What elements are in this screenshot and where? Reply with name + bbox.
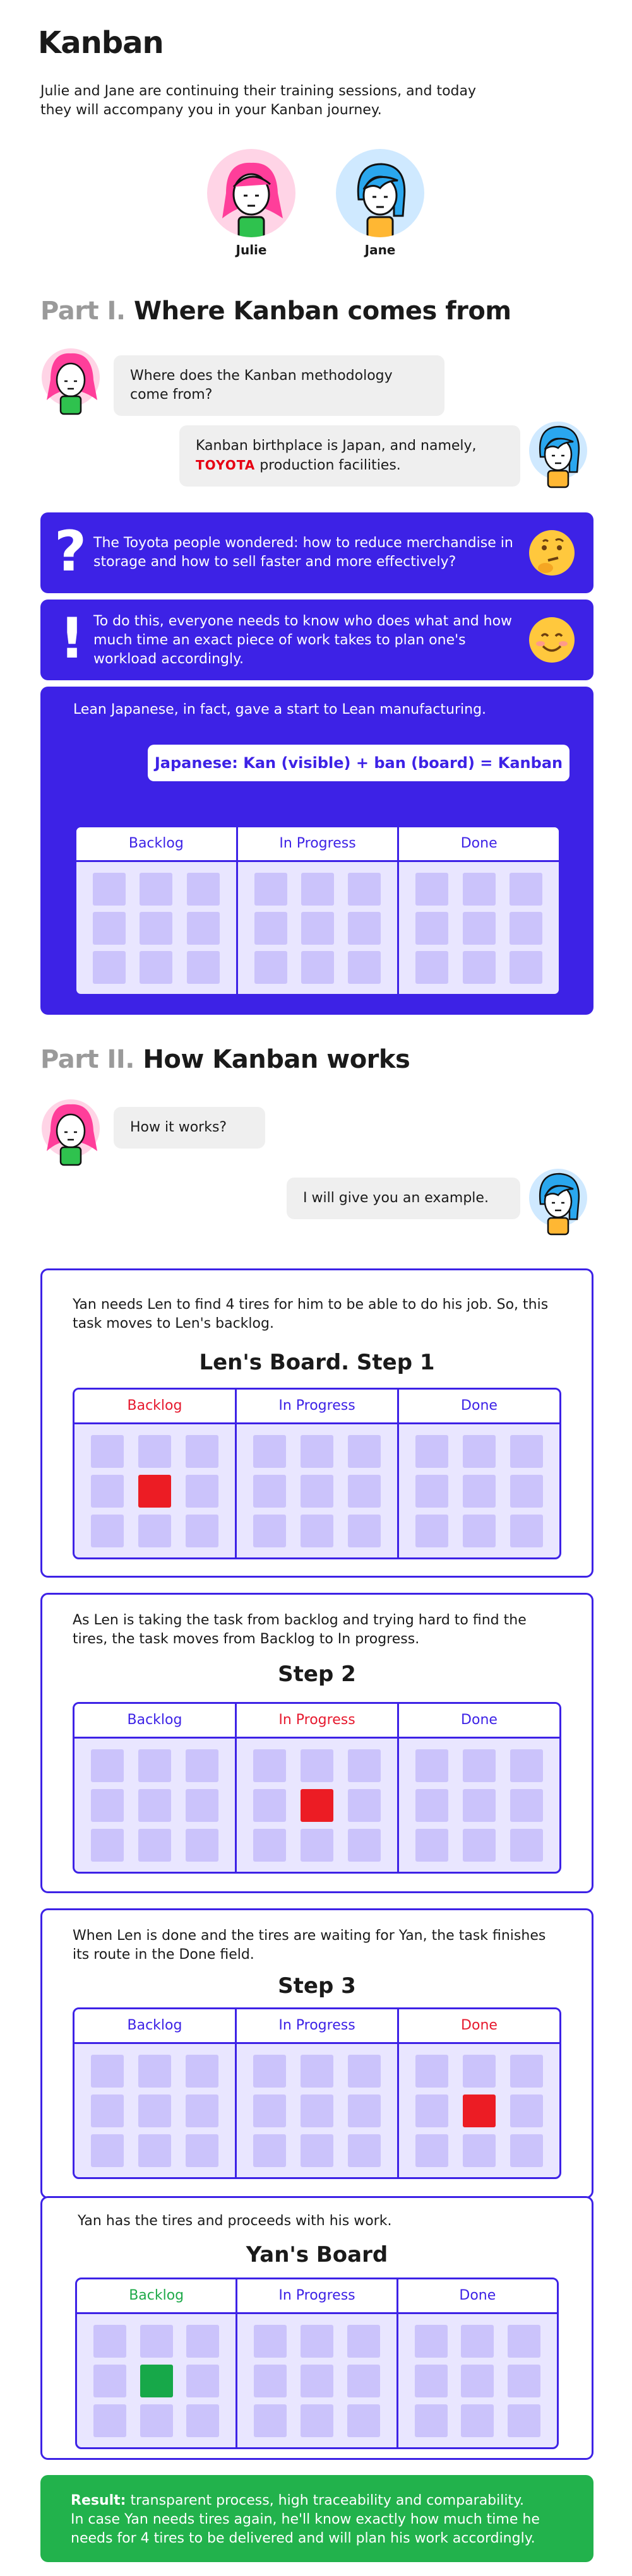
sticky-note	[415, 2325, 448, 2358]
sticky-note	[415, 1829, 448, 1862]
sticky-note	[415, 951, 448, 984]
sticky-note	[91, 1829, 124, 1862]
sticky-note	[140, 2325, 173, 2358]
answer-panel-text: To do this, everyone needs to know who does what and how much time an exact piece of work takes to plan one's workload accordingly.	[93, 613, 513, 667]
board-column	[398, 2279, 557, 2447]
sticky-note	[508, 2365, 540, 2397]
sticky-note	[510, 2055, 543, 2088]
julie-small-avatar	[39, 1097, 102, 1166]
step2-board	[73, 1702, 561, 1874]
task-card	[301, 1789, 333, 1822]
column-header: Backlog	[77, 2279, 236, 2314]
sticky-note	[463, 2055, 496, 2088]
sticky-note	[254, 2325, 287, 2358]
intro-text: Julie and Jane are continuing their training sessions, and today they will accompany you in your Kanban journey.	[40, 83, 477, 118]
sticky-note	[186, 2365, 219, 2397]
step1-title: Len's Board. Step 1	[199, 1350, 435, 1375]
column-header: In Progress	[237, 1390, 397, 1424]
task-card	[463, 2094, 496, 2127]
step2-text: As Len is taking the task from backlog and trying hard to find the tires, the task moves from Backlog to In progress.	[73, 1612, 527, 1647]
sticky-note	[253, 1435, 286, 1468]
board-column	[76, 827, 238, 994]
sticky-note	[138, 1829, 171, 1862]
sticky-note	[415, 1475, 448, 1508]
sticky-note	[301, 2325, 333, 2358]
part2-title: How Kanban works	[143, 1045, 410, 1074]
julie-question-bubble: Where does the Kanban methodology come from?	[114, 355, 444, 416]
sticky-note	[93, 2404, 126, 2437]
sticky-note	[348, 1789, 381, 1822]
sticky-note	[254, 2404, 287, 2437]
sticky-note	[93, 951, 126, 984]
sticky-note	[508, 2325, 540, 2358]
sticky-note	[463, 1749, 496, 1782]
sticky-grid	[89, 873, 224, 984]
column-header: In Progress	[237, 2279, 396, 2314]
sticky-note	[348, 873, 381, 906]
jane-answer-bubble: I will give you an example.	[287, 1178, 520, 1219]
sticky-note	[138, 2094, 171, 2127]
sticky-note	[253, 2094, 286, 2127]
step1-text: Yan needs Len to find 4 tires for him to be able to do his job. So, this task moves to Len's backlog.	[73, 1297, 549, 1332]
sticky-grid	[249, 1435, 385, 1547]
step2-title: Step 2	[278, 1662, 356, 1687]
sticky-note	[301, 1515, 333, 1547]
sticky-note	[463, 1515, 496, 1547]
sticky-note	[510, 951, 542, 984]
sticky-note	[301, 1829, 333, 1862]
sticky-note	[254, 2365, 287, 2397]
board-column	[75, 2009, 237, 2177]
column-header: Backlog	[75, 1704, 235, 1739]
step1-card	[40, 1268, 593, 1578]
smiling-face-icon	[527, 615, 577, 665]
sticky-note	[508, 2404, 540, 2437]
answer-prefix: Kanban birthplace is Japan, and namely,	[196, 438, 477, 454]
julie-small-avatar	[39, 346, 102, 415]
column-header: Backlog	[75, 2009, 235, 2044]
column-header: Done	[399, 1390, 559, 1424]
sticky-note	[301, 1749, 333, 1782]
sticky-note	[140, 2404, 173, 2437]
sticky-note	[301, 873, 334, 906]
exclamation-icon: !	[59, 606, 85, 671]
sticky-note	[93, 912, 126, 945]
sticky-note	[253, 1749, 286, 1782]
sticky-note	[348, 951, 381, 984]
sticky-note	[186, 1435, 218, 1468]
board-column	[399, 827, 559, 994]
sticky-note	[138, 1749, 171, 1782]
sticky-note	[91, 2094, 124, 2127]
sticky-grid	[90, 2325, 223, 2437]
sticky-note	[510, 2094, 543, 2127]
board-column	[75, 1390, 237, 1557]
sticky-note	[138, 1515, 171, 1547]
sticky-grid	[251, 873, 385, 984]
sticky-note	[253, 2055, 286, 2088]
result-line2: In case Yan needs tires again, he'll know exactly how much time he needs for 4 tires to be delivered and will plan his work accordingly.	[71, 2512, 540, 2546]
board-column	[399, 1390, 559, 1557]
sticky-note	[415, 1435, 448, 1468]
sticky-note	[348, 2094, 381, 2127]
jane-answer-bubble	[179, 425, 520, 487]
result-line1: transparent process, high traceability and comparability.	[130, 2493, 524, 2508]
step3-card	[40, 1908, 593, 2199]
column-header: In Progress	[237, 2009, 397, 2044]
sticky-grid	[87, 2055, 222, 2167]
step1-board	[73, 1388, 561, 1559]
sticky-note	[348, 1435, 381, 1468]
intro-kanban-board	[75, 825, 561, 996]
jane-small-avatar	[527, 419, 590, 488]
sticky-note	[415, 2404, 448, 2437]
yan-text: Yan has the tires and proceeds with his work.	[78, 2213, 392, 2229]
sticky-note	[186, 2134, 218, 2167]
sticky-note	[253, 2134, 286, 2167]
jane-small-avatar	[527, 1166, 590, 1236]
sticky-note	[463, 873, 496, 906]
answer-suffix: production facilities.	[259, 458, 401, 473]
sticky-note	[138, 2134, 171, 2167]
sticky-note	[348, 2055, 381, 2088]
sticky-grid	[412, 2055, 547, 2167]
step3-board	[73, 2007, 561, 2179]
sticky-note	[140, 873, 172, 906]
persona-jane	[336, 149, 424, 257]
sticky-note	[510, 1789, 543, 1822]
sticky-note	[186, 2325, 219, 2358]
sticky-note	[186, 2094, 218, 2127]
jane-avatar	[336, 149, 424, 237]
sticky-note	[91, 2134, 124, 2167]
sticky-note	[415, 873, 448, 906]
sticky-note	[93, 2365, 126, 2397]
sticky-note	[253, 1789, 286, 1822]
sticky-note	[347, 2404, 380, 2437]
board-column	[237, 1704, 399, 1872]
task-card	[140, 2365, 173, 2397]
sticky-note	[301, 2365, 333, 2397]
sticky-note	[463, 951, 496, 984]
column-header: Backlog	[76, 827, 236, 862]
sticky-note	[510, 912, 542, 945]
sticky-note	[140, 951, 172, 984]
sticky-note	[91, 2055, 124, 2088]
sticky-note	[91, 1435, 124, 1468]
sticky-note	[301, 912, 334, 945]
board-column	[399, 2009, 559, 2177]
sticky-note	[186, 1475, 218, 1508]
page-title: Kanban	[38, 25, 164, 61]
sticky-note	[510, 1475, 543, 1508]
sticky-note	[91, 1515, 124, 1547]
sticky-note	[415, 1789, 448, 1822]
task-card	[138, 1475, 171, 1508]
sticky-note	[301, 2404, 333, 2437]
sticky-note	[415, 2134, 448, 2167]
sticky-note	[254, 912, 287, 945]
sticky-note	[510, 1829, 543, 1862]
toyota-logo: TOYOTA	[196, 458, 256, 473]
sticky-note	[93, 873, 126, 906]
sticky-note	[254, 951, 287, 984]
sticky-note	[186, 1829, 218, 1862]
sticky-grid	[412, 1435, 547, 1547]
yan-board	[75, 2278, 559, 2449]
sticky-note	[253, 1515, 286, 1547]
julie-avatar	[207, 149, 295, 237]
sticky-grid	[250, 2325, 383, 2437]
sticky-note	[138, 1435, 171, 1468]
part2-number: Part II.	[40, 1045, 134, 1074]
sticky-note	[301, 2055, 333, 2088]
sticky-note	[301, 1435, 333, 1468]
sticky-note	[348, 1829, 381, 1862]
kanban-equation: Japanese: Kan (visible) + ban (board) = Kanban	[148, 745, 569, 781]
sticky-note	[253, 1829, 286, 1862]
sticky-note	[348, 912, 381, 945]
sticky-note	[93, 2325, 126, 2358]
sticky-note	[463, 1475, 496, 1508]
sticky-note	[348, 1475, 381, 1508]
sticky-note	[348, 2134, 381, 2167]
step3-title: Step 3	[278, 1973, 356, 1999]
sticky-note	[415, 2055, 448, 2088]
part1-title: Where Kanban comes from	[134, 297, 511, 326]
column-header: Done	[398, 2279, 557, 2314]
question-panel-text: The Toyota people wondered: how to reduce merchandise in storage and how to sell faster and more effectively?	[93, 535, 513, 570]
yan-title: Yan's Board	[246, 2242, 388, 2267]
sticky-note	[91, 1475, 124, 1508]
yan-board-card	[40, 2196, 593, 2460]
sticky-note	[461, 2404, 494, 2437]
column-header: Done	[399, 2009, 559, 2044]
sticky-note	[186, 2055, 218, 2088]
result-label: Result:	[71, 2493, 126, 2508]
sticky-note	[140, 912, 172, 945]
sticky-note	[301, 951, 334, 984]
sticky-note	[186, 2404, 219, 2437]
lean-panel	[40, 687, 593, 1015]
sticky-note	[510, 1435, 543, 1468]
sticky-note	[301, 2134, 333, 2167]
julie-question-bubble: How it works?	[114, 1107, 265, 1149]
sticky-note	[415, 1515, 448, 1547]
sticky-grid	[412, 873, 546, 984]
sticky-note	[463, 1435, 496, 1468]
board-column	[237, 1390, 399, 1557]
sticky-note	[463, 2134, 496, 2167]
board-column	[77, 2279, 237, 2447]
sticky-note	[510, 2134, 543, 2167]
lean-text: Lean Japanese, in fact, gave a start to Lean manufacturing.	[73, 702, 487, 718]
sticky-note	[348, 1749, 381, 1782]
sticky-note	[301, 2094, 333, 2127]
board-column	[238, 827, 400, 994]
sticky-note	[138, 2055, 171, 2088]
part1-heading	[40, 297, 511, 326]
column-header: Backlog	[75, 1390, 235, 1424]
sticky-note	[415, 912, 448, 945]
sticky-note	[347, 2365, 380, 2397]
sticky-note	[347, 2325, 380, 2358]
sticky-note	[415, 2365, 448, 2397]
sticky-note	[510, 1749, 543, 1782]
sticky-grid	[87, 1749, 222, 1862]
sticky-note	[186, 1749, 218, 1782]
column-header: Done	[399, 1704, 559, 1739]
sticky-note	[187, 873, 220, 906]
sticky-note	[415, 2094, 448, 2127]
sticky-note	[138, 1789, 171, 1822]
sticky-note	[186, 1789, 218, 1822]
sticky-note	[510, 1515, 543, 1547]
sticky-note	[463, 912, 496, 945]
sticky-note	[463, 1829, 496, 1862]
board-column	[237, 2279, 398, 2447]
sticky-note	[461, 2325, 494, 2358]
sticky-note	[463, 1789, 496, 1822]
sticky-grid	[249, 2055, 385, 2167]
sticky-note	[510, 873, 542, 906]
sticky-note	[187, 951, 220, 984]
board-column	[75, 1704, 237, 1872]
answer-panel	[40, 600, 593, 680]
sticky-grid	[249, 1749, 385, 1862]
sticky-note	[348, 1515, 381, 1547]
step2-card	[40, 1593, 593, 1893]
step3-text: When Len is done and the tires are waiting for Yan, the task finishes its route in the Done field.	[73, 1928, 546, 1963]
question-panel	[40, 512, 593, 593]
column-header: In Progress	[238, 827, 398, 862]
sticky-note	[91, 1789, 124, 1822]
sticky-note	[91, 1749, 124, 1782]
sticky-note	[301, 1475, 333, 1508]
sticky-grid	[87, 1435, 222, 1547]
persona-julie	[207, 149, 295, 257]
sticky-grid	[411, 2325, 544, 2437]
thinking-face-icon	[527, 528, 577, 578]
julie-name: Julie	[236, 242, 267, 257]
board-column	[399, 1704, 559, 1872]
board-column	[237, 2009, 399, 2177]
jane-name: Jane	[364, 242, 396, 257]
sticky-note	[254, 873, 287, 906]
sticky-note	[253, 1475, 286, 1508]
question-mark-icon: ?	[54, 519, 87, 584]
result-box	[40, 2475, 593, 2562]
sticky-note	[415, 1749, 448, 1782]
column-header: Done	[399, 827, 559, 862]
sticky-note	[186, 1515, 218, 1547]
column-header: In Progress	[237, 1704, 397, 1739]
part2-heading	[40, 1045, 410, 1074]
sticky-grid	[412, 1749, 547, 1862]
sticky-note	[461, 2365, 494, 2397]
sticky-note	[187, 912, 220, 945]
part1-number: Part I.	[40, 297, 126, 326]
